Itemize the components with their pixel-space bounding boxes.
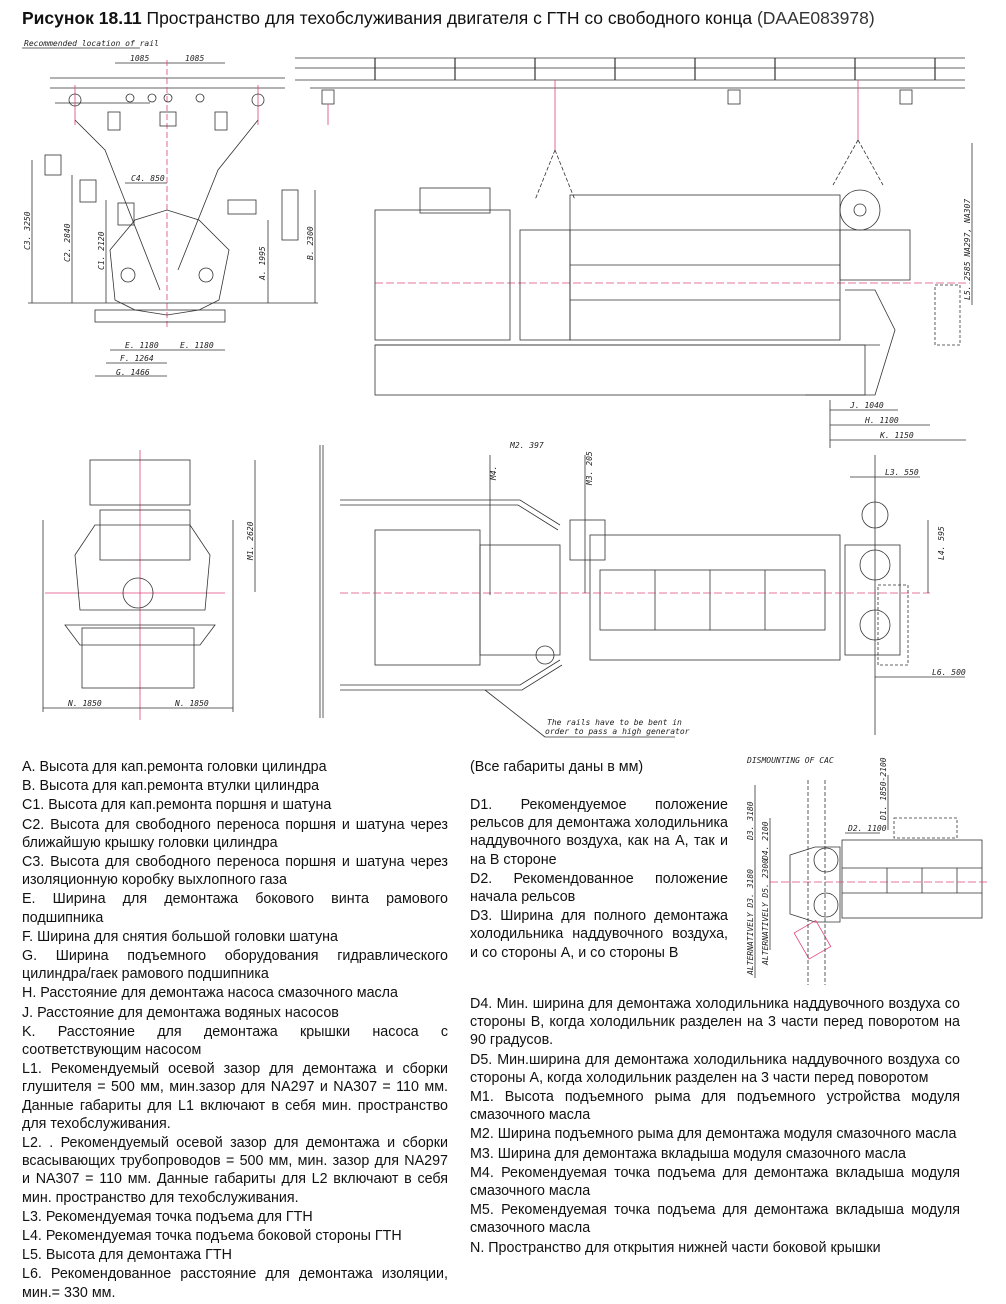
dim-label: ALTERNATIVELY D3. 3180 [746, 869, 755, 975]
units-note: (Все габариты даны в мм) [470, 759, 644, 775]
legend-item: C3. Высота для свободного переноса поршня и шатуна через изоляционную коробку выхлопного газа [22, 854, 448, 889]
legend-item: A. Высота для кап.ремонта головки цилиндра [22, 759, 327, 775]
legend-item: D3. Ширина для полного демонтажа холодильника наддувочного воздуха, и со стороны A, и со стороны B [470, 908, 728, 961]
dim-label: E. 1180 [125, 341, 159, 350]
legend-item: B. Высота для кап.ремонта втулки цилиндра [22, 778, 320, 795]
legend-item: L4. Рекомендуемая точка подъема боковой стороны ГТН [22, 1228, 402, 1245]
legend-item: N. Пространство для открытия нижней части боковой крышки [470, 1239, 881, 1256]
cac-title: DISMOUNTING OF CAC [747, 756, 834, 765]
dim-label: 1085 [130, 54, 150, 63]
legend-item: M5. Рекомендуемая точка подъема для демонтажа вкладыша модуля смазочного масла [470, 1202, 960, 1237]
rail-location-label: Recommended location of rail [24, 39, 159, 48]
dim-label: M4. [489, 465, 498, 480]
engine-drawings [0, 30, 1006, 745]
cac-dismounting-drawing [740, 750, 990, 990]
dim-label: A. 1995 [258, 246, 267, 280]
legend-item: D4. Мин. ширина для демонтажа холодильника наддувочного воздуха со стороны B, когда холодильник разделен на 3 части перед поворотом на 90 градусов. [470, 996, 960, 1049]
dim-label: L5. 2585 NA297, NA307 [963, 198, 972, 300]
plan-view [340, 441, 966, 737]
dim-label: N. 1850 [175, 699, 209, 708]
legend-item: L2. . Рекомендуемый осевой зазор для демонтажа и сборки всасывающих трубопроводов = 500 мм, мин. зазор для NA297 и NA307 = 110 мм. Данные габариты для L2 включают в себя мин. пространство для техобслуживания. [22, 1135, 448, 1206]
dim-label: C3. 3250 [23, 211, 32, 250]
legend-right-narrow [470, 796, 728, 963]
legend-item: D1. Рекомендуемое положение рельсов для демонтажа холодильника наддувочного воздуха, как на A, так и на B стороне [470, 797, 728, 868]
figure-number: Рисунок 18.11 [22, 8, 142, 28]
dim-label: L6. 500 [932, 668, 966, 677]
dim-label: H. 1100 [865, 416, 899, 425]
dim-label: M1. 2620 [246, 521, 255, 560]
legend-item: M4. Рекомендуемая точка подъема для демонтажа вкладыша модуля смазочного масла [470, 1164, 960, 1200]
legend-item: M3. Ширина для демонтажа вкладыша модуля смазочного масла [470, 1145, 906, 1162]
dim-label: C4. 850 [131, 174, 165, 183]
dim-label: D3. 3180 [746, 801, 755, 840]
dim-label: D4. 2100 [761, 821, 770, 860]
legend-item: H. Расстояние для демонтажа насоса смазочного масла [22, 985, 398, 1002]
dim-label: N. 1850 [68, 699, 102, 708]
dim-label: D1. 1850-2100 [879, 757, 888, 820]
dim-label: E. 1180 [180, 341, 214, 350]
rails-note: The rails have to be bent in [547, 718, 682, 727]
rails-note: order to pass a high generator [545, 727, 690, 736]
dim-label: C2. 2840 [63, 223, 72, 262]
legend-right-wide [470, 995, 960, 1258]
dim-label: K. 1150 [880, 431, 914, 440]
legend-item: D5. Мин.ширина для демонтажа холодильника наддувочного воздуха со стороны A, когда холодильник разделен на 3 части перед поворотом [470, 1051, 960, 1086]
end-view [43, 445, 323, 720]
legend-item: L3. Рекомендуемая точка подъема для ГТН [22, 1208, 313, 1225]
dim-label: M3. 205 [585, 451, 594, 485]
legend-item: M2. Ширина подъемного рыма для демонтажа модуля смазочного масла [470, 1126, 957, 1143]
dim-label: B. 2300 [306, 226, 315, 260]
legend-item: F. Ширина для снятия большой головки шатуна [22, 928, 338, 945]
legend-item: L5. Высота для демонтажа ГТН [22, 1247, 232, 1264]
cross-section-view [22, 39, 318, 377]
dim-label: ALTERNATIVELY D5. 2300 [761, 859, 770, 965]
dim-label: F. 1264 [120, 354, 154, 363]
legend-item: G. Ширина подъемного оборудования гидравлического цилиндра/гаек рамового подшипника [22, 948, 448, 983]
legend-left-column [22, 758, 448, 1303]
legend-item: C1. Высота для кап.ремонта поршня и шатуна [22, 797, 332, 814]
legend-item: C2. Высота для свободного переноса поршня и шатуна через ближайшую крышку головки цилиндра [22, 816, 448, 851]
legend-item: L6. Рекомендованное расстояние для демонтажа изоляции, мин.= 330 мм. [22, 1266, 448, 1301]
figure-caption: Пространство для техобслуживания двигателя с ГТН со свободного конца [146, 8, 753, 28]
dim-label: D2. 1100 [848, 824, 887, 833]
legend-item: L1. Рекомендуемый осевой зазор для демонтажа и сборки глушителя = 500 мм, мин.зазор для NA297 и NA307 = 110 мм. Данные габариты для L1 включают в себя мин. пространство для техобслуживания. [22, 1061, 448, 1132]
figure-code: (DAAE083978) [756, 8, 875, 28]
legend-item: M1. Высота подъемного рыма для подъемного устройства модуля смазочного масла [470, 1089, 960, 1124]
legend-item: J. Расстояние для демонтажа водяных насосов [22, 1004, 339, 1021]
dim-label: 1085 [185, 54, 205, 63]
legend-item: K. Расстояние для демонтажа крышки насоса с соответствующим насосом [22, 1023, 448, 1059]
dim-label: C1. 2120 [97, 231, 106, 270]
dim-label: G. 1466 [116, 368, 150, 377]
side-view [295, 58, 972, 448]
dim-label: J. 1040 [850, 401, 884, 410]
figure-title [22, 8, 875, 29]
dim-label: L4. 595 [937, 526, 946, 560]
legend-item: D2. Рекомендованное положение начала рельсов [470, 870, 728, 906]
dim-label: L3. 550 [885, 468, 919, 477]
dim-label: M2. 397 [510, 441, 544, 450]
legend-item: E. Ширина для демонтажа бокового винта рамового подшипника [22, 891, 448, 926]
